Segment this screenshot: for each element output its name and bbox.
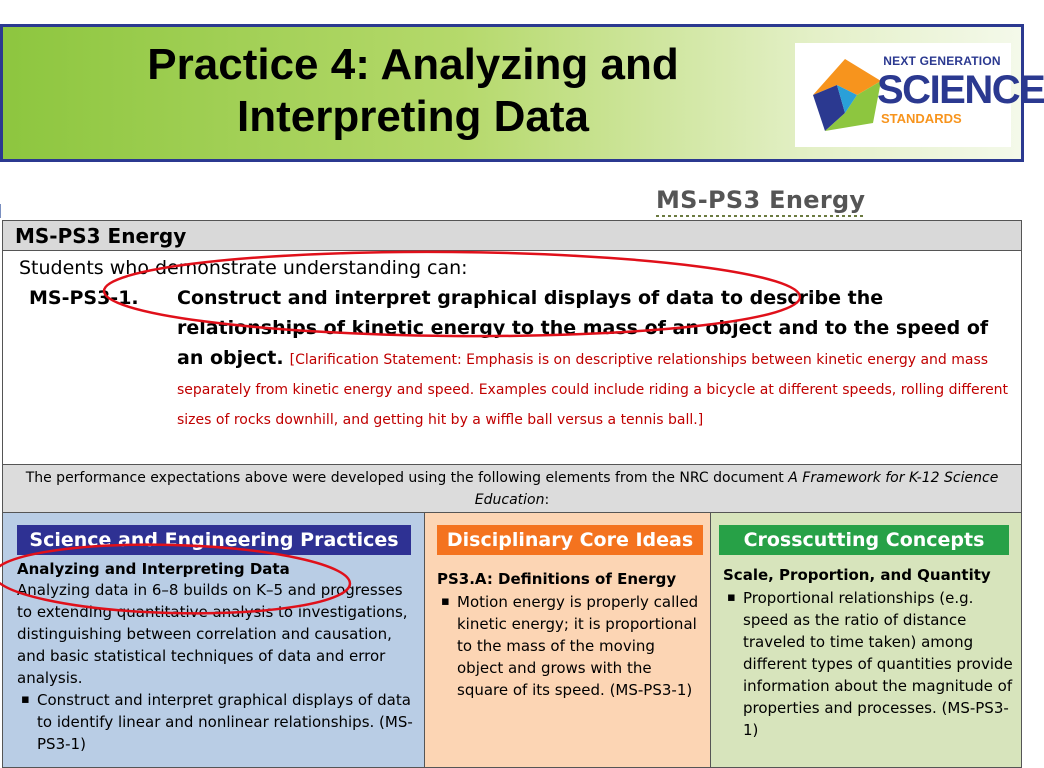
core-idea-bullet: ▪ Motion energy is properly called kinetic energy; it is proportional to the mass of the moving object and grows with the square of its speed. (MS-PS3-1) (437, 591, 702, 701)
core-ideas-title: Disciplinary Core Ideas (437, 525, 703, 555)
clarification-statement: [Clarification Statement: Emphasis is on descriptive relationships between kinetic energy and mass separately from kinetic energy and speed. Examples could include riding a bicycle at different speeds, rolling different sizes of rocks downhill, and getting hit by a wiffle ball versus a tennis ball.] (177, 352, 1009, 428)
practices-title: Science and Engineering Practices (17, 525, 411, 555)
practice-subtitle: Analyzing and Interpreting Data (17, 560, 290, 578)
slide-title-line-2: Interpreting Data (236, 92, 590, 141)
pe-statement: Construct and interpret graphical displays of data to describe the relationships of kinetic energy to the mass of an object and to the speed of an object. (177, 287, 989, 369)
logo-science: SCIENCE (877, 68, 1044, 112)
core-ideas-column (425, 513, 711, 767)
framework-note-end: : (544, 492, 550, 508)
practices-column (3, 513, 425, 767)
logo-standards: STANDARDS (881, 111, 962, 126)
standards-table (2, 220, 1022, 768)
practice-description: Analyzing data in 6–8 builds on K–5 and progresses to extending quantitative analysis to investigations, distinguishing between correlation and causation, and basic statistical techniques of data and error analysis. (17, 581, 408, 687)
section-heading: MS-PS3 Energy (656, 186, 866, 214)
table-header: MS-PS3 Energy (3, 221, 1021, 251)
slide-title (43, 39, 783, 143)
crosscutting-subtitle: Scale, Proportion, and Quantity (723, 566, 991, 584)
ngss-logo (795, 43, 1044, 147)
dimension-columns (3, 513, 1021, 767)
crosscutting-title: Crosscutting Concepts (719, 525, 1009, 555)
framework-note-text: The performance expectations above were developed using the following elements from the NRC document (25, 470, 789, 486)
pe-intro: Students who demonstrate understanding can: (19, 257, 468, 279)
crosscutting-column (711, 513, 1021, 767)
logo-next-generation: NEXT GENERATION (883, 54, 1001, 68)
ngss-triangle-icon (801, 51, 889, 139)
practice-bullet: ▪ Construct and interpret graphical displays of data to identify linear and nonlinear relationships. (MS-PS3-1) (17, 689, 416, 755)
core-idea-subtitle: PS3.A: Definitions of Energy (437, 570, 677, 588)
framework-title: A Framework for K-12 Science Education (474, 470, 999, 508)
performance-expectation (3, 251, 1021, 465)
margin-mark (0, 204, 3, 218)
pe-code: MS-PS3-1. (29, 287, 139, 309)
framework-note (3, 465, 1021, 513)
title-banner (0, 24, 1044, 162)
slide-title-line-1: Practice 4: Analyzing and (147, 40, 679, 89)
crosscutting-bullet: ▪ Proportional relationships (e.g. speed as the ratio of distance traveled to time taken) among different types of quantities provide information about the magnitude of properties and processes. (MS-PS3-1) (723, 587, 1013, 741)
